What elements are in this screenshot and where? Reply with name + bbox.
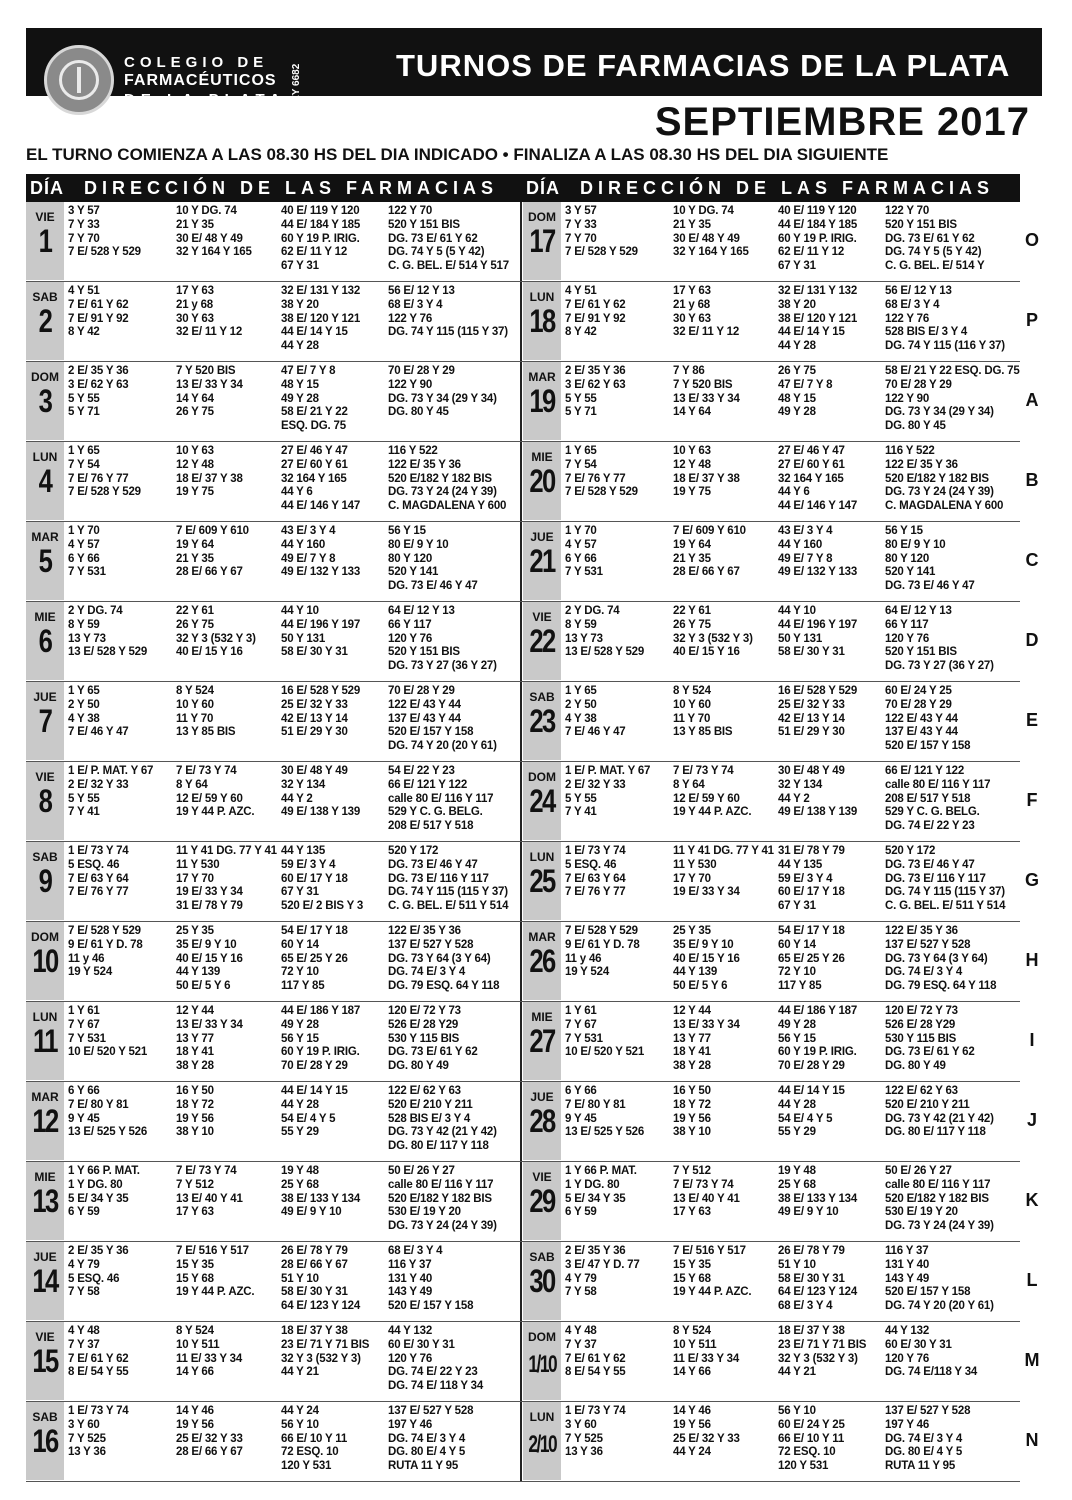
pharmacy-address-list: 32 E/ 131 Y 132 38 Y 20 38 E/ 120 Y 121 44 E/ 14 Y 15 44 Y 28 [778,285,858,353]
pharmacy-address-list: 32 E/ 131 Y 132 38 Y 20 38 E/ 120 Y 121 44 E/ 14 Y 15 44 Y 28 [281,285,361,353]
pharmacy-address-list: 4 Y 48 7 Y 37 7 E/ 61 Y 62 8 E/ 54 Y 55 [68,1325,129,1379]
group-letter: A [1025,390,1039,410]
pharmacy-address-list: 120 E/ 72 Y 73 526 E/ 28 Y29 530 Y 115 BIS DG. 73 E/ 61 Y 62 DG. 80 Y 49 [885,1005,975,1073]
day-cell [26,442,64,520]
schedule-row [26,1082,523,1162]
weekday-label: MIE [34,1170,56,1184]
schedule-row [26,1322,523,1402]
table-header [26,174,1020,202]
day-number: 3 [38,383,52,419]
weekday-label: LUN [529,850,555,864]
weekday-label: DOM [528,770,556,784]
weekday-label: MIE [34,610,56,624]
pharmacy-address-list: 43 E/ 3 Y 4 44 Y 160 49 E/ 7 Y 8 49 E/ 132 Y 133 [778,525,858,579]
pharmacy-address-list: 2 Y DG. 74 8 Y 59 13 Y 73 13 E/ 528 Y 529 [68,605,148,659]
day-cell [523,1402,561,1480]
pharmacy-address-list: 7 E/ 609 Y 610 19 Y 64 21 Y 35 28 E/ 66 Y 67 [673,525,746,579]
weekday-label: MIE [531,1010,553,1024]
pharmacy-address-list: 18 E/ 37 Y 38 23 E/ 71 Y 71 BIS 32 Y 3 (532 Y 3) 44 Y 21 [281,1325,370,1379]
day-number: 18 [529,303,555,339]
weekday-label: MAR [528,370,556,384]
day-cell [523,282,561,360]
pharmacy-address-list: 122 E/ 35 Y 36 137 E/ 527 Y 528 DG. 73 Y 64 (3 Y 64) DG. 74 E/ 3 Y 4 DG. 79 ESQ. 64 Y 118 [885,925,997,993]
pharmacy-address-list: 56 E/ 12 Y 13 68 E/ 3 Y 4 122 Y 76 528 BIS E/ 3 Y 4 DG. 74 Y 115 (116 Y 37) [885,285,1005,353]
page-title: TURNOS DE FARMACIAS DE LA PLATA [396,48,1011,83]
day-cell [523,522,561,600]
weekday-label: JUE [530,530,554,544]
pharmacy-address-list: 2 E/ 35 Y 36 4 Y 79 5 ESQ. 46 7 Y 58 [68,1245,129,1299]
pharmacy-address-list: 1 Y 66 P. MAT. 1 Y DG. 80 5 E/ 34 Y 35 6 Y 59 [68,1165,140,1219]
schedule-row [523,682,1020,762]
pharmacy-address-list: 44 E/ 186 Y 187 49 Y 28 56 Y 15 60 Y 19 P. IRIG. 70 E/ 28 Y 29 [778,1005,858,1073]
schedule-row [523,522,1020,602]
pharmacy-address-list: 12 Y 44 13 E/ 33 Y 34 13 Y 77 18 Y 41 38 Y 28 [176,1005,243,1073]
weekday-label: VIE [35,770,55,784]
pharmacy-address-list: 16 E/ 528 Y 529 25 E/ 32 Y 33 42 E/ 13 Y 14 51 E/ 29 Y 30 [281,685,361,739]
pharmacy-address-list: 1 E/ P. MAT. Y 67 2 E/ 32 Y 33 5 Y 55 7 Y 41 [68,765,154,819]
day-cell [523,1322,561,1400]
day-number: 15 [32,1343,58,1379]
pharmacy-address-list: 27 E/ 46 Y 47 27 E/ 60 Y 61 32 164 Y 165 44 Y 6 44 E/ 146 Y 147 [778,445,858,513]
day-number: 25 [529,863,555,899]
pharmacy-address-list: 16 Y 50 18 Y 72 19 Y 56 38 Y 10 [176,1085,214,1139]
pharmacy-address-list: 1 Y 70 4 Y 57 6 Y 66 7 Y 531 [565,525,603,579]
pharmacy-address-list: 64 E/ 12 Y 13 66 Y 117 120 Y 76 520 Y 151 BIS DG. 73 Y 27 (36 Y 27) [885,605,994,673]
weekday-label: LUN [32,1010,58,1024]
pharmacy-address-list: 122 E/ 35 Y 36 137 E/ 527 Y 528 DG. 73 Y 64 (3 Y 64) DG. 74 E/ 3 Y 4 DG. 79 ESQ. 64 Y 118 [388,925,500,993]
schedule-row [523,1322,1020,1402]
pharmacy-address-list: 44 Y 24 56 Y 10 66 E/ 10 Y 11 72 ESQ. 10 120 Y 531 [281,1405,348,1473]
pharmacy-address-list: 40 E/ 119 Y 120 44 E/ 184 Y 185 60 Y 19 P. IRIG. 62 E/ 11 Y 12 67 Y 31 [778,205,858,273]
schedule-row [26,842,523,922]
group-letter: I [1029,1030,1035,1050]
day-number: 22 [529,623,555,659]
header-address-left: DIRECCIÓN DE LAS FARMACIAS [84,178,499,198]
weekday-label: JUE [33,1250,57,1264]
day-cell [26,682,64,760]
schedule-row [26,1002,523,1082]
pharmacy-address-list: 11 Y 41 DG. 77 Y 41 11 Y 530 17 Y 70 19 E/ 33 Y 34 [673,845,774,899]
pharmacy-address-list: 19 Y 48 25 Y 68 38 E/ 133 Y 134 49 E/ 9 Y 10 [778,1165,858,1219]
month-title: SEPTIEMBRE 2017 [654,100,1030,144]
day-number: 21 [529,543,555,579]
weekday-label: JUE [530,1090,554,1104]
pharmacy-address-list: 27 E/ 46 Y 47 27 E/ 60 Y 61 32 164 Y 165 44 Y 6 44 E/ 146 Y 147 [281,445,361,513]
pharmacy-address-list: 122 E/ 62 Y 63 520 E/ 210 Y 211 DG. 73 Y 42 (21 Y 42) DG. 80 E/ 117 Y 118 [885,1085,994,1139]
pharmacy-address-list: 1 Y 65 2 Y 50 4 Y 38 7 E/ 46 Y 47 [565,685,626,739]
college-logo [44,45,114,115]
pharmacy-address-list: 7 E/ 73 Y 74 8 Y 64 12 E/ 59 Y 60 19 Y 44 P. AZC. [673,765,752,819]
pharmacy-address-list: 10 Y DG. 74 21 Y 35 30 E/ 48 Y 49 32 Y 164 Y 165 [176,205,252,259]
pharmacy-address-list: 10 Y 63 12 Y 48 18 E/ 37 Y 38 19 Y 75 [673,445,740,499]
weekday-label: MAR [528,930,556,944]
pharmacy-address-list: 30 E/ 48 Y 49 32 Y 134 44 Y 2 49 E/ 138 Y 139 [778,765,858,819]
pharmacy-address-list: 8 Y 524 10 Y 511 11 E/ 33 Y 34 14 Y 66 [673,1325,740,1379]
pharmacy-address-list: 7 E/ 516 Y 517 15 Y 35 15 Y 68 19 Y 44 P. AZC. [176,1245,255,1299]
pharmacy-address-list: 116 Y 522 122 E/ 35 Y 36 520 E/182 Y 182 BIS DG. 73 Y 24 (24 Y 39) C. MAGDALENA Y 600 [388,445,507,513]
pharmacy-address-list: 43 E/ 3 Y 4 44 Y 160 49 E/ 7 Y 8 49 E/ 132 Y 133 [281,525,361,579]
weekday-label: MAR [31,1090,59,1104]
pharmacy-address-list: 70 E/ 28 Y 29 122 E/ 43 Y 44 137 E/ 43 Y 44 520 E/ 157 Y 158 DG. 74 Y 20 (20 Y 61) [388,685,497,753]
pharmacy-address-list: 17 Y 63 21 y 68 30 Y 63 32 E/ 11 Y 12 [176,285,243,339]
weekday-label: LUN [529,290,555,304]
logo-emblem [59,60,99,100]
schedule-row [26,1162,523,1242]
schedule-row [26,442,523,522]
schedule-row [26,362,523,442]
pharmacy-address-list: 4 Y 48 7 Y 37 7 E/ 61 Y 62 8 E/ 54 Y 55 [565,1325,626,1379]
pharmacy-address-list: 26 E/ 78 Y 79 51 Y 10 58 E/ 30 Y 31 64 E/ 123 Y 124 68 E/ 3 Y 4 [778,1245,858,1313]
group-letter: C [1025,550,1039,570]
pharmacy-address-list: 1 E/ 73 Y 74 3 Y 60 7 Y 525 13 Y 36 [68,1405,129,1459]
group-letter: G [1024,870,1039,890]
pharmacy-address-list: 70 E/ 28 Y 29 122 Y 90 DG. 73 Y 34 (29 Y 34) DG. 80 Y 45 [388,365,497,419]
group-letter: K [1025,1190,1039,1210]
pharmacy-address-list: 60 E/ 24 Y 25 70 E/ 28 Y 29 122 E/ 43 Y 44 137 E/ 43 Y 44 520 E/ 157 Y 158 [885,685,971,753]
pharmacy-address-list: 12 Y 44 13 E/ 33 Y 34 13 Y 77 18 Y 41 38 Y 28 [673,1005,740,1073]
schedule-row [523,202,1020,282]
day-cell [26,1082,64,1160]
weekday-label: SAB [32,1410,58,1424]
pharmacy-address-list: 3 Y 57 7 Y 33 7 Y 70 7 E/ 528 Y 529 [68,205,141,259]
pharmacy-address-list: 2 E/ 35 Y 36 3 E/ 62 Y 63 5 Y 55 5 Y 71 [68,365,129,419]
pharmacy-address-list: 44 E/ 186 Y 187 49 Y 28 56 Y 15 60 Y 19 P. IRIG. 70 E/ 28 Y 29 [281,1005,361,1073]
schedule-row [26,522,523,602]
schedule-row [26,682,523,762]
pharmacy-address-list: 7 E/ 73 Y 74 7 Y 512 13 E/ 40 Y 41 17 Y 63 [176,1165,243,1219]
pharmacy-address-list: 54 E/ 22 Y 23 66 E/ 121 Y 122 calle 80 E/ 116 Y 117 529 Y C. G. BELG. 208 E/ 517 Y 518 [388,765,494,833]
pharmacy-address-list: 520 Y 172 DG. 73 E/ 46 Y 47 DG. 73 E/ 116 Y 117 DG. 74 Y 115 (115 Y 37) C. G. BEL. E/ 511 Y 514 [885,845,1006,913]
day-cell [26,1402,64,1480]
weekday-label: DOM [528,1330,556,1344]
pharmacy-address-list: 7 E/ 528 Y 529 9 E/ 61 Y D. 78 11 y 46 19 Y 524 [565,925,640,979]
weekday-label: SAB [529,1250,555,1264]
weekday-label: LUN [529,1410,555,1424]
weekday-label: SAB [32,290,58,304]
pharmacy-address-list: 68 E/ 3 Y 4 116 Y 37 131 Y 40 143 Y 49 520 E/ 157 Y 158 [388,1245,474,1313]
schedule-row [523,1162,1020,1242]
group-letter: J [1026,1110,1037,1130]
weekday-label: SAB [529,690,555,704]
day-cell [26,1322,64,1400]
weekday-label: LUN [32,450,58,464]
pharmacy-address-list: 7 E/ 516 Y 517 15 Y 35 15 Y 68 19 Y 44 P. AZC. [673,1245,752,1299]
pharmacy-address-list: 1 E/ 73 Y 74 5 ESQ. 46 7 E/ 63 Y 64 7 E/ 76 Y 77 [565,845,626,899]
pharmacy-address-list: 122 Y 70 520 Y 151 BIS DG. 73 E/ 61 Y 62 DG. 74 Y 5 (5 Y 42) C. G. BEL. E/ 514 Y [885,205,985,273]
day-cell [523,682,561,760]
pharmacy-address-list: 26 Y 75 47 E/ 7 Y 8 48 Y 15 49 Y 28 [778,365,833,419]
pharmacy-address-list: 6 Y 66 7 E/ 80 Y 81 9 Y 45 13 E/ 525 Y 526 [565,1085,645,1139]
group-letter: B [1025,470,1039,490]
day-cell [523,202,561,280]
pharmacy-address-list: 2 E/ 35 Y 36 3 E/ 47 Y D. 77 4 Y 79 7 Y 58 [565,1245,640,1299]
day-number: 1 [38,223,52,259]
pharmacy-address-list: 7 E/ 528 Y 529 9 E/ 61 Y D. 78 11 y 46 19 Y 524 [68,925,143,979]
schedule-row [523,362,1020,442]
group-letter: M [1024,1350,1040,1370]
pharmacy-address-list: 4 Y 51 7 E/ 61 Y 62 7 E/ 91 Y 92 8 Y 42 [68,285,129,339]
pharmacy-address-list: 44 E/ 14 Y 15 44 Y 28 54 E/ 4 Y 5 55 Y 29 [778,1085,845,1139]
pharmacy-address-list: 14 Y 46 19 Y 56 25 E/ 32 Y 33 28 E/ 66 Y 67 [176,1405,243,1459]
pharmacy-address-list: 44 Y 10 44 E/ 196 Y 197 50 Y 131 58 E/ 30 Y 31 [778,605,858,659]
schedule-row [26,1402,523,1482]
pharmacy-address-list: 25 Y 35 35 E/ 9 Y 10 40 E/ 15 Y 16 44 Y 139 50 E/ 5 Y 6 [673,925,740,993]
pharmacy-address-list: 1 Y 66 P. MAT. 1 Y DG. 80 5 E/ 34 Y 35 6 Y 59 [565,1165,637,1219]
day-number: 29 [529,1183,555,1219]
day-number: 24 [529,783,555,819]
pharmacy-address-list: 120 E/ 72 Y 73 526 E/ 28 Y29 530 Y 115 BIS DG. 73 E/ 61 Y 62 DG. 80 Y 49 [388,1005,478,1073]
day-cell [523,442,561,520]
group-letter: H [1025,950,1039,970]
day-cell [523,1082,561,1160]
day-cell [26,842,64,920]
pharmacy-address-list: 3 Y 57 7 Y 33 7 Y 70 7 E/ 528 Y 529 [565,205,638,259]
pharmacy-address-list: 22 Y 61 26 Y 75 32 Y 3 (532 Y 3) 40 E/ 15 Y 16 [673,605,753,659]
pharmacy-address-list: 58 E/ 21 Y 22 ESQ. DG. 75 70 E/ 28 Y 29 122 Y 90 DG. 73 Y 34 (29 Y 34) DG. 80 Y 45 [885,365,1020,433]
day-number: 5 [38,543,52,579]
day-number: 2 [38,303,52,339]
header-day-right: DÍA [526,178,560,198]
day-number: 12 [32,1103,58,1139]
day-cell [523,362,561,440]
pharmacy-address-list: 7 E/ 609 Y 610 19 Y 64 21 Y 35 28 E/ 66 Y 67 [176,525,249,579]
pharmacy-address-list: 1 Y 65 7 Y 54 7 E/ 76 Y 77 7 E/ 528 Y 529 [68,445,141,499]
day-cell [26,282,64,360]
day-number: 16 [32,1423,58,1459]
day-cell [26,1002,64,1080]
pharmacy-address-list: 137 E/ 527 Y 528 197 Y 46 DG. 74 E/ 3 Y 4 DG. 80 E/ 4 Y 5 RUTA 11 Y 95 [388,1405,474,1473]
schedule-row [523,442,1020,522]
pharmacy-address-list: 2 Y DG. 74 8 Y 59 13 Y 73 13 E/ 528 Y 529 [565,605,645,659]
day-cell [26,1162,64,1240]
day-cell [26,922,64,1000]
schedule-row [523,602,1020,682]
pharmacy-address-list: 44 E/ 14 Y 15 44 Y 28 54 E/ 4 Y 5 55 Y 29 [281,1085,348,1139]
day-number: 2/10 [528,1431,557,1458]
pharmacy-address-list: 116 Y 37 131 Y 40 143 Y 49 520 E/ 157 Y 158 DG. 74 Y 20 (20 Y 61) [885,1245,994,1313]
pharmacy-address-list: 22 Y 61 26 Y 75 32 Y 3 (532 Y 3) 40 E/ 15 Y 16 [176,605,256,659]
day-cell [523,1002,561,1080]
schedule-row [26,922,523,1002]
schedule-row [523,282,1020,362]
pharmacy-address-list: 7 Y 512 7 E/ 73 Y 74 13 E/ 40 Y 41 17 Y 63 [673,1165,740,1219]
pharmacy-address-list: 116 Y 522 122 E/ 35 Y 36 520 E/182 Y 182 BIS DG. 73 Y 24 (24 Y 39) C. MAGDALENA Y 600 [885,445,1004,513]
pharmacy-address-list: 26 E/ 78 Y 79 28 E/ 66 Y 67 51 Y 10 58 E/ 30 Y 31 64 E/ 123 Y 124 [281,1245,361,1313]
schedule-row [523,1242,1020,1322]
day-number: 19 [529,383,555,419]
day-number: 17 [529,223,555,259]
pharmacy-address-list: 56 Y 15 80 E/ 9 Y 10 80 Y 120 520 Y 141 DG. 73 E/ 46 Y 47 [885,525,975,593]
pharmacy-address-list: 7 Y 520 BIS 13 E/ 33 Y 34 14 Y 64 26 Y 75 [176,365,243,419]
pharmacy-address-list: 16 Y 50 18 Y 72 19 Y 56 38 Y 10 [673,1085,711,1139]
group-letter: D [1025,630,1039,650]
pharmacy-address-list: 44 Y 132 60 E/ 30 Y 31 120 Y 76 DG. 74 E/118 Y 34 [885,1325,978,1379]
weekday-label: DOM [31,370,59,384]
day-cell [26,1242,64,1320]
pharmacy-address-list: 2 E/ 35 Y 36 3 E/ 62 Y 63 5 Y 55 5 Y 71 [565,365,626,419]
pharmacy-address-list: 6 Y 66 7 E/ 80 Y 81 9 Y 45 13 E/ 525 Y 526 [68,1085,148,1139]
pharmacy-address-list: 66 E/ 121 Y 122 calle 80 E/ 116 Y 117 208 E/ 517 Y 518 529 Y C. G. BELG. DG. 74 E/ 22 Y 23 [885,765,991,833]
group-letters [1022,202,1042,1482]
day-number: 1/10 [528,1351,557,1378]
pharmacy-address-list: 19 Y 48 25 Y 68 38 E/ 133 Y 134 49 E/ 9 Y 10 [281,1165,361,1219]
pharmacy-address-list: 1 Y 65 2 Y 50 4 Y 38 7 E/ 46 Y 47 [68,685,129,739]
pharmacy-address-list: 31 E/ 78 Y 79 44 Y 135 59 E/ 3 Y 4 60 E/ 17 Y 18 67 Y 31 [778,845,845,913]
schedule-row [523,922,1020,1002]
day-number: 26 [529,943,555,979]
schedule-row [26,202,523,282]
weekday-label: VIE [532,610,552,624]
weekday-label: MAR [31,530,59,544]
pharmacy-address-list: 10 Y DG. 74 21 Y 35 30 E/ 48 Y 49 32 Y 164 Y 165 [673,205,749,259]
day-cell [26,362,64,440]
day-cell [523,762,561,840]
pharmacy-address-list: 520 Y 172 DG. 73 E/ 46 Y 47 DG. 73 E/ 116 Y 117 DG. 74 Y 115 (115 Y 37) C. G. BEL. E/ 511 Y 514 [388,845,509,913]
pharmacy-address-list: 8 Y 524 10 Y 511 11 E/ 33 Y 34 14 Y 66 [176,1325,243,1379]
weekday-label: DOM [528,210,556,224]
pharmacy-address-list: 8 Y 524 10 Y 60 11 Y 70 13 Y 85 BIS [176,685,236,739]
pharmacy-address-list: 1 Y 61 7 Y 67 7 Y 531 10 E/ 520 Y 521 [565,1005,645,1059]
day-cell [523,1242,561,1320]
pharmacy-address-list: 47 E/ 7 Y 8 48 Y 15 49 Y 28 58 E/ 21 Y 22 ESQ. DG. 75 [281,365,348,433]
weekday-label: DOM [31,930,59,944]
group-letter: L [1026,1270,1038,1290]
day-number: 13 [32,1183,58,1219]
day-number: 10 [32,943,58,979]
pharmacy-address-list: 64 E/ 12 Y 13 66 Y 117 120 Y 76 520 Y 151 BIS DG. 73 Y 27 (36 Y 27) [388,605,497,673]
weekday-label: JUE [33,690,57,704]
pharmacy-address-list: 16 E/ 528 Y 529 25 E/ 32 Y 33 42 E/ 13 Y 14 51 E/ 29 Y 30 [778,685,858,739]
schedule-row [26,602,523,682]
pharmacy-address-list: 8 Y 524 10 Y 60 11 Y 70 13 Y 85 BIS [673,685,733,739]
weekday-label: SAB [32,850,58,864]
schedule-row [26,282,523,362]
shift-notice: EL TURNO COMIENZA A LAS 08.30 HS DEL DIA INDICADO • FINALIZA A LAS 08.30 HS DEL DIA SIGUIENTE [26,145,889,164]
pharmacy-address-list: 1 Y 65 7 Y 54 7 E/ 76 Y 77 7 E/ 528 Y 529 [565,445,638,499]
group-letter: P [1025,310,1038,330]
day-cell [523,602,561,680]
day-cell [26,602,64,680]
weekday-label: VIE [532,1170,552,1184]
schedule-row [523,1402,1020,1482]
day-cell [523,1162,561,1240]
schedule-row [523,1002,1020,1082]
org-name-line2: FARMACÉUTICOS [124,72,277,89]
pharmacy-address-list: 44 Y 135 59 E/ 3 Y 4 60 E/ 17 Y 18 67 Y 31 520 E/ 2 BIS Y 3 [281,845,364,913]
schedule-row [523,762,1020,842]
day-number: 27 [529,1023,555,1059]
law-number: LEY 6682 [291,63,302,108]
pharmacy-address-list: 25 Y 35 35 E/ 9 Y 10 40 E/ 15 Y 16 44 Y 139 50 E/ 5 Y 6 [176,925,243,993]
day-number: 28 [529,1103,555,1139]
schedule-grid [26,202,1020,1482]
pharmacy-address-list: 137 E/ 527 Y 528 197 Y 46 DG. 74 E/ 3 Y 4 DG. 80 E/ 4 Y 5 RUTA 11 Y 95 [885,1405,971,1473]
day-cell [26,202,64,280]
pharmacy-address-list: 44 Y 132 60 E/ 30 Y 31 120 Y 76 DG. 74 E/ 22 Y 23 DG. 74 E/ 118 Y 34 [388,1325,484,1393]
weekday-label: MIE [531,450,553,464]
day-cell [26,762,64,840]
pharmacy-address-list: 10 Y 63 12 Y 48 18 E/ 37 Y 38 19 Y 75 [176,445,243,499]
group-letter: N [1025,1430,1039,1450]
weekday-label: VIE [35,210,55,224]
day-number: 23 [529,703,555,739]
schedule-row [26,1242,523,1322]
schedule-row [523,1082,1020,1162]
day-cell [523,922,561,1000]
day-number: 6 [38,623,52,659]
pharmacy-address-list: 40 E/ 119 Y 120 44 E/ 184 Y 185 60 Y 19 P. IRIG. 62 E/ 11 Y 12 67 Y 31 [281,205,361,273]
pharmacy-address-list: 122 E/ 62 Y 63 520 E/ 210 Y 211 528 BIS E/ 3 Y 4 DG. 73 Y 42 (21 Y 42) DG. 80 E/ 117 Y 118 [388,1085,497,1153]
day-number: 7 [38,703,52,739]
pharmacy-address-list: 11 Y 41 DG. 77 Y 41 11 Y 530 17 Y 70 19 E/ 33 Y 34 31 E/ 78 Y 79 [176,845,277,913]
day-number: 4 [38,463,52,499]
header-address-right: DIRECCIÓN DE LAS FARMACIAS [580,178,995,198]
pharmacy-address-list: 56 Y 10 60 E/ 24 Y 25 66 E/ 10 Y 11 72 ESQ. 10 120 Y 531 [778,1405,845,1473]
pharmacy-address-list: 54 E/ 17 Y 18 60 Y 14 65 E/ 25 Y 26 72 Y 10 117 Y 85 [778,925,845,993]
schedule-row [523,842,1020,922]
day-number: 20 [529,463,555,499]
pharmacy-address-list: 14 Y 46 19 Y 56 25 E/ 32 Y 33 44 Y 24 [673,1405,740,1459]
pharmacy-address-list: 54 E/ 17 Y 18 60 Y 14 65 E/ 25 Y 26 72 Y 10 117 Y 85 [281,925,348,993]
day-cell [26,522,64,600]
pharmacy-address-list: 1 Y 61 7 Y 67 7 Y 531 10 E/ 520 Y 521 [68,1005,148,1059]
pharmacy-address-list: 1 E/ 73 Y 74 5 ESQ. 46 7 E/ 63 Y 64 7 E/ 76 Y 77 [68,845,129,899]
group-letter: F [1026,790,1038,810]
day-number: 9 [38,863,52,899]
group-letter: E [1025,710,1038,730]
schedule-row [26,762,523,842]
pharmacy-address-list: 44 Y 10 44 E/ 196 Y 197 50 Y 131 58 E/ 30 Y 31 [281,605,361,659]
header-day-left: DÍA [30,178,64,198]
pharmacy-address-list: 7 Y 86 7 Y 520 BIS 13 E/ 33 Y 34 14 Y 64 [673,365,740,419]
pharmacy-address-list: 1 E/ P. MAT. Y 67 2 E/ 32 Y 33 5 Y 55 7 Y 41 [565,765,651,819]
pharmacy-address-list: 122 Y 70 520 Y 151 BIS DG. 73 E/ 61 Y 62 DG. 74 Y 5 (5 Y 42) C. G. BEL. E/ 514 Y 517 [388,205,509,273]
pharmacy-address-list: 4 Y 51 7 E/ 61 Y 62 7 E/ 91 Y 92 8 Y 42 [565,285,626,339]
pharmacy-address-list: 50 E/ 26 Y 27 calle 80 E/ 116 Y 117 520 E/182 Y 182 BIS 530 E/ 19 Y 20 DG. 73 Y 24 (24 Y 39) [885,1165,994,1233]
weekday-label: VIE [35,1330,55,1344]
pharmacy-address-list: 56 E/ 12 Y 13 68 E/ 3 Y 4 122 Y 76 DG. 74 Y 115 (115 Y 37) [388,285,508,339]
day-number: 30 [529,1263,555,1299]
day-number: 8 [38,783,52,819]
day-number: 11 [33,1023,57,1059]
pharmacy-address-list: 30 E/ 48 Y 49 32 Y 134 44 Y 2 49 E/ 138 Y 139 [281,765,361,819]
pharmacy-address-list: 1 E/ 73 Y 74 3 Y 60 7 Y 525 13 Y 36 [565,1405,626,1459]
org-name-line1: COLEGIO DE [124,54,269,71]
org-name-line3: DE LA PLATA [124,91,287,108]
day-number: 14 [32,1263,58,1299]
group-letter: O [1024,230,1039,250]
day-cell [523,842,561,920]
pharmacy-address-list: 7 E/ 73 Y 74 8 Y 64 12 E/ 59 Y 60 19 Y 44 P. AZC. [176,765,255,819]
pharmacy-address-list: 1 Y 70 4 Y 57 6 Y 66 7 Y 531 [68,525,106,579]
pharmacy-address-list: 56 Y 15 80 E/ 9 Y 10 80 Y 120 520 Y 141 DG. 73 E/ 46 Y 47 [388,525,478,593]
pharmacy-address-list: 50 E/ 26 Y 27 calle 80 E/ 116 Y 117 520 E/182 Y 182 BIS 530 E/ 19 Y 20 DG. 73 Y 24 (24 Y 39) [388,1165,497,1233]
pharmacy-address-list: 17 Y 63 21 y 68 30 Y 63 32 E/ 11 Y 12 [673,285,740,339]
pharmacy-address-list: 18 E/ 37 Y 38 23 E/ 71 Y 71 BIS 32 Y 3 (532 Y 3) 44 Y 21 [778,1325,867,1379]
